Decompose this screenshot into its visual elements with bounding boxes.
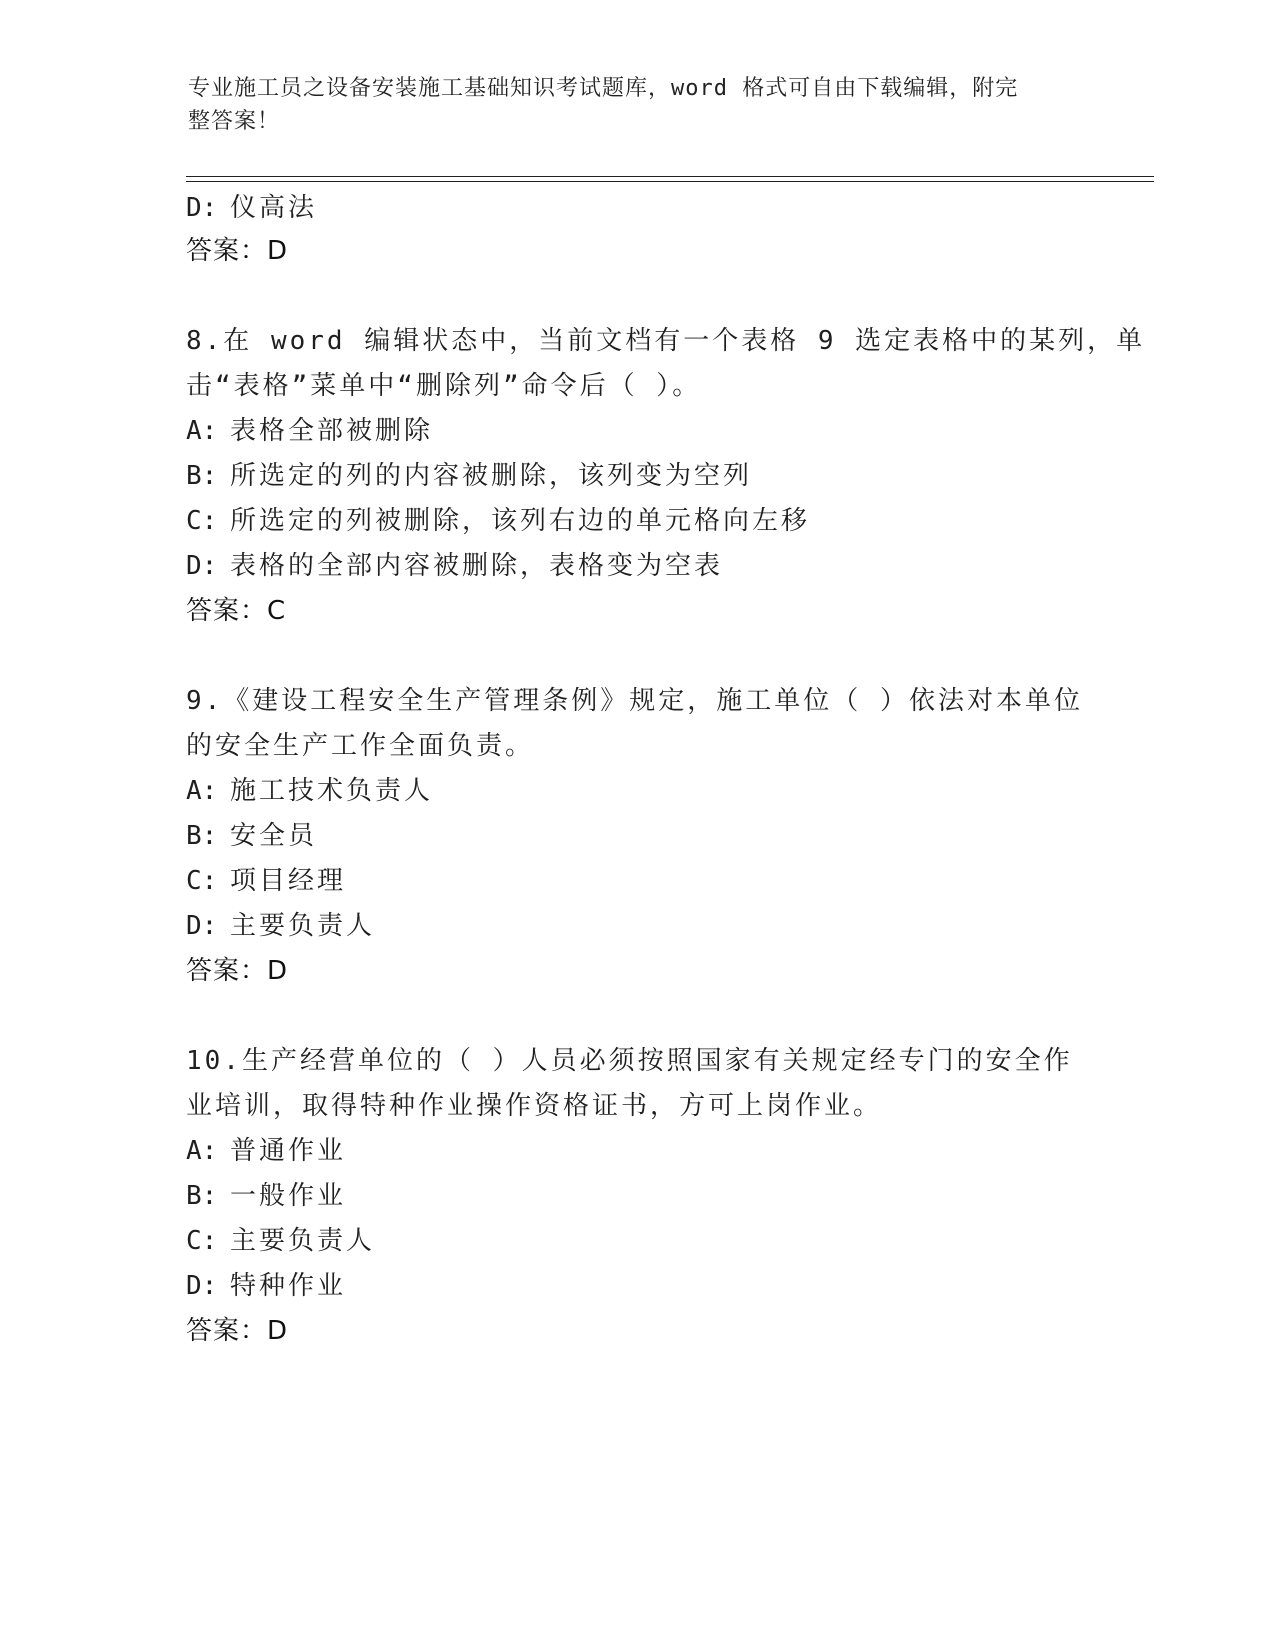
option-letter: C:: [186, 506, 218, 536]
option-row: [186, 458, 752, 494]
option-text: 表格全部被删除: [230, 416, 434, 446]
option-text: 仪高法: [230, 193, 318, 223]
option-text: 表格的全部内容被删除，表格变为空表: [230, 551, 724, 581]
answer-line: 答案：C: [186, 596, 287, 626]
option-row: [186, 190, 317, 226]
answer-line: 答案：D: [186, 1316, 289, 1346]
document-header: [188, 72, 1088, 138]
option-text: 主要负责人: [230, 911, 376, 941]
option-row: [186, 548, 723, 584]
answer-line: 答案：D: [186, 236, 289, 266]
option-row: [186, 1268, 346, 1304]
question-9-line-2: 的安全生产工作全面负责。: [186, 731, 535, 761]
option-row: [186, 1178, 346, 1214]
option-text: 所选定的列被删除，该列右边的单元格向左移: [230, 506, 811, 536]
option-letter: C:: [186, 1226, 218, 1256]
option-text: 项目经理: [230, 866, 347, 896]
option-letter: A:: [186, 416, 218, 446]
option-letter: B:: [186, 461, 218, 491]
question-10-line-2: 业培训，取得特种作业操作资格证书，方可上岗作业。: [186, 1091, 883, 1121]
option-row: [186, 773, 433, 809]
option-text: 特种作业: [230, 1271, 347, 1301]
option-text: 安全员: [230, 821, 318, 851]
option-row: [186, 863, 346, 899]
option-letter: D:: [186, 193, 218, 223]
option-letter: A:: [186, 776, 218, 806]
question-8-line-2: 击“表格”菜单中“删除列”命令后（ ）。: [186, 371, 702, 401]
option-letter: D:: [186, 551, 218, 581]
option-letter: D:: [186, 911, 218, 941]
option-row: [186, 1133, 346, 1169]
option-letter: C:: [186, 866, 218, 896]
question-10-line-1: 10.生产经营单位的（ ）人员必须按照国家有关规定经专门的安全作: [186, 1046, 1073, 1076]
option-row: [186, 908, 375, 944]
option-letter: D:: [186, 1271, 218, 1301]
option-text: 一般作业: [230, 1181, 347, 1211]
question-8-line-1: 8.在 word 编辑状态中，当前文档有一个表格 9 选定表格中的某列，单: [186, 326, 1146, 356]
option-text: 施工技术负责人: [230, 776, 434, 806]
option-row: [186, 413, 433, 449]
answer-line: 答案：D: [186, 956, 289, 986]
header-line-1: 专业施工员之设备安装施工基础知识考试题库，word 格式可自由下载编辑，附完: [188, 76, 1019, 101]
option-letter: B:: [186, 1181, 218, 1211]
option-text: 主要负责人: [230, 1226, 376, 1256]
header-divider-bottom: [186, 181, 1154, 182]
option-letter: B:: [186, 821, 218, 851]
option-row: [186, 1223, 375, 1259]
option-row: [186, 503, 810, 539]
option-row: [186, 818, 317, 854]
option-text: 所选定的列的内容被删除，该列变为空列: [230, 461, 753, 491]
header-line-2: 整答案！: [188, 109, 281, 134]
option-letter: A:: [186, 1136, 218, 1166]
header-divider-top: [186, 176, 1154, 177]
option-text: 普通作业: [230, 1136, 347, 1166]
question-9-line-1: 9.《建设工程安全生产管理条例》规定，施工单位（ ）依法对本单位: [186, 686, 1083, 716]
